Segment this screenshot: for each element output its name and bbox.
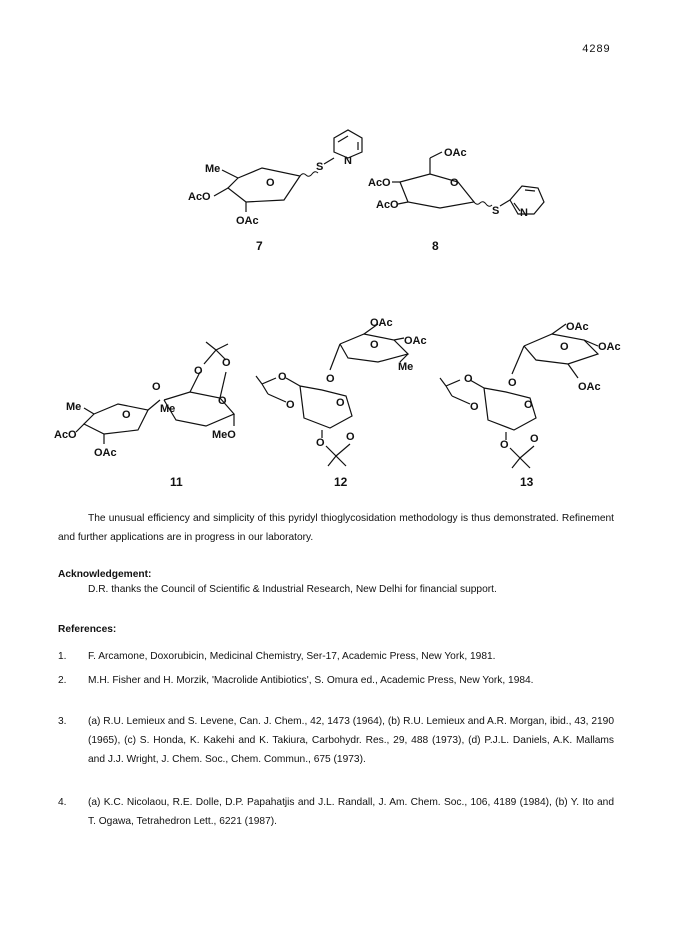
reference-number: 4. xyxy=(58,797,67,808)
compound-13-ring-oxygen-top: O xyxy=(560,341,569,353)
compound-11-methyl-mid: Me xyxy=(160,403,176,415)
references-heading: References: xyxy=(58,624,117,635)
compound-12-ring-oxygen-lower: O xyxy=(336,397,345,409)
compound-7-label: 7 xyxy=(256,239,263,253)
compound-13-dioxolane-oxygen-bottom-2: O xyxy=(530,433,539,445)
compound-12-methyl: Me xyxy=(398,361,414,373)
compound-7-sulfur: S xyxy=(316,161,324,173)
compound-11-dioxolane-oxygen-1: O xyxy=(194,365,203,377)
reference-text: (a) R.U. Lemieux and S. Levene, Can. J. Chem., 42, 1473 (1964), (b) R.U. Lemieux and A.R. Morgan, ibid., 43, 2190 (1965), (c) S. Honda, K. Kakehi and K. Takiura, Carbohydr. Res., 29, 488 (1973), (d) P.J.L. Daniels, A.K. Mallams and J.J. Wright, J. Chem. Soc., Chem. Commun., 675 (1973). xyxy=(88,716,614,765)
compound-12-acetoxy-top: OAc xyxy=(370,317,393,329)
reference-number: 3. xyxy=(58,716,67,727)
acknowledgement-heading: Acknowledgement: xyxy=(58,569,152,580)
reference-item xyxy=(58,793,614,831)
compound-11-ring-oxygen-left: O xyxy=(122,409,131,421)
compound-7-methyl: Me xyxy=(205,163,221,175)
compound-8-structure xyxy=(368,147,544,253)
compound-12-dioxolane-oxygen-left: O xyxy=(278,371,287,383)
compound-13-acetoxy-top: OAc xyxy=(566,321,589,333)
compound-12-ring-oxygen-top: O xyxy=(370,339,379,351)
compound-12-structure xyxy=(256,317,427,489)
compound-13-label: 13 xyxy=(520,475,534,489)
reference-text: F. Arcamone, Doxorubicin, Medicinal Chemistry, Ser-17, Academic Press, New York, 1981. xyxy=(88,651,496,662)
reference-item xyxy=(58,671,614,690)
compound-13-ring-oxygen-lower: O xyxy=(524,399,533,411)
compound-11-ring-oxygen-right: O xyxy=(218,395,227,407)
compound-7-pyridine-nitrogen: N xyxy=(344,155,352,167)
compound-12-label: 12 xyxy=(334,475,348,489)
compound-12-glycosidic-oxygen: O xyxy=(326,373,335,385)
compound-12-acetoxy-right: OAc xyxy=(404,335,427,347)
compound-11-acetoxy-bottom: OAc xyxy=(94,447,117,459)
compound-11-dioxolane-oxygen-2: O xyxy=(222,357,231,369)
compound-13-dioxolane-oxygen-bottom-1: O xyxy=(500,439,509,451)
compound-11-methyl-left: Me xyxy=(66,401,82,413)
compound-7-structure xyxy=(188,130,362,253)
compound-8-ring-oxygen: O xyxy=(450,177,459,189)
compound-13-acetoxy-right: OAc xyxy=(598,341,621,353)
reference-text: (a) K.C. Nicolaou, R.E. Dolle, D.P. Papahatjis and J.L. Randall, J. Am. Chem. Soc., 106, 4189 (1984), (b) Y. Ito and T. Ogawa, Tetrahedron Lett., 6221 (1987). xyxy=(88,797,614,827)
page-number: 4289 xyxy=(582,44,611,56)
compound-11-methoxy: MeO xyxy=(212,429,236,441)
compound-11-glycosidic-oxygen: O xyxy=(152,381,161,393)
compound-7-ring-oxygen: O xyxy=(266,177,275,189)
compound-8-acetoxymethyl: OAc xyxy=(444,147,467,159)
reference-number: 1. xyxy=(58,651,67,662)
compound-11-structure xyxy=(54,342,236,489)
reference-item xyxy=(58,647,614,666)
compound-11-label: 11 xyxy=(170,475,183,489)
compound-13-dioxolane-oxygen-left-2: O xyxy=(470,401,479,413)
compound-11-acetoxy-left: AcO xyxy=(54,429,77,441)
compound-8-acetoxy-lower: AcO xyxy=(376,199,399,211)
compound-12-dioxolane-oxygen-left-2: O xyxy=(286,399,295,411)
compound-8-label: 8 xyxy=(432,239,439,253)
compound-7-acetoxy-bottom: OAc xyxy=(236,215,259,227)
reference-number: 2. xyxy=(58,675,67,686)
reference-item xyxy=(58,712,614,769)
compound-8-acetoxy-upper: AcO xyxy=(368,177,391,189)
compound-8-pyridine-nitrogen: N xyxy=(520,207,528,219)
body-paragraph: The unusual efficiency and simplicity of this pyridyl thioglycosidation methodology is thus demonstrated. Refinement and further applications are in progress in our laboratory. xyxy=(58,513,614,543)
compound-7-acetoxy-left: AcO xyxy=(188,191,211,203)
acknowledgement-text: D.R. thanks the Council of Scientific & Industrial Research, New Delhi for financial support. xyxy=(88,584,497,595)
compound-12-dioxolane-oxygen-bottom-2: O xyxy=(346,431,355,443)
compound-13-dioxolane-oxygen-left: O xyxy=(464,373,473,385)
compound-8-sulfur: S xyxy=(492,205,500,217)
compound-13-structure xyxy=(440,321,621,489)
reference-text: M.H. Fisher and H. Morzik, 'Macrolide Antibiotics', S. Omura ed., Academic Press, New York, 1984. xyxy=(88,675,534,686)
compound-13-acetoxymethyl: OAc xyxy=(578,381,601,393)
compound-12-dioxolane-oxygen-bottom-1: O xyxy=(316,437,325,449)
compound-13-glycosidic-oxygen: O xyxy=(508,377,517,389)
